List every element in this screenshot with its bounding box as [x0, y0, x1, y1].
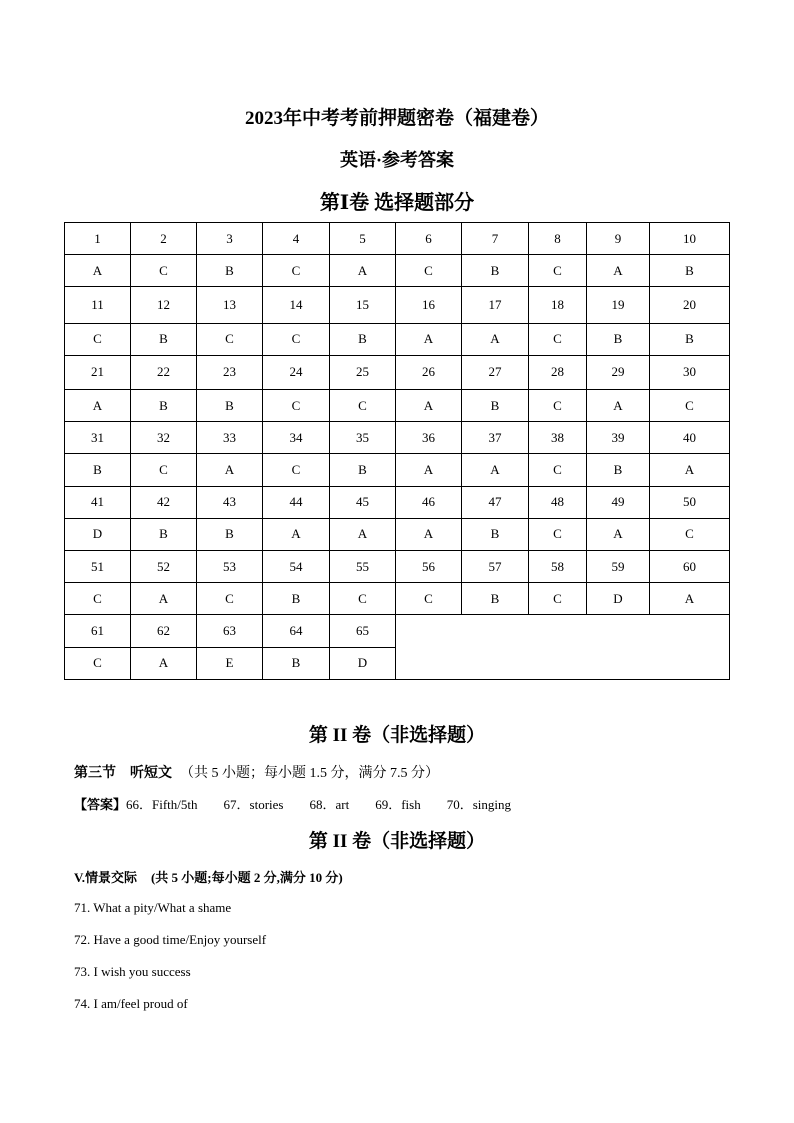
question-number-cell: 57: [462, 551, 529, 583]
page-title: 2023年中考考前押题密卷（福建卷）: [244, 108, 549, 129]
empty-cell: [396, 615, 730, 680]
answer-cell: B: [462, 255, 529, 287]
question-number-cell: 64: [263, 615, 330, 647]
question-number-cell: 22: [131, 355, 197, 389]
answer-cell: B: [330, 323, 396, 355]
answer-cell: A: [396, 454, 462, 486]
part2-heading: 第 II 卷（非选择题）: [308, 725, 486, 746]
question-number-cell: 55: [330, 551, 396, 583]
section5-header: [74, 867, 343, 886]
question-number-cell: 42: [131, 486, 197, 518]
answer-cell: A: [396, 518, 462, 550]
question-number-cell: 56: [396, 551, 462, 583]
question-number-cell: 63: [197, 615, 263, 647]
answer-cell: C: [65, 647, 131, 679]
question-number-cell: 44: [263, 486, 330, 518]
answer-cell: B: [197, 390, 263, 422]
question-number-cell: 11: [65, 287, 131, 323]
answer-cell: A: [65, 390, 131, 422]
question-number-cell: 23: [197, 355, 263, 389]
question-number-cell: 28: [529, 355, 587, 389]
answer-cell: C: [529, 255, 587, 287]
answer-cell: C: [396, 583, 462, 615]
answer-cell: A: [462, 454, 529, 486]
question-number-cell: 19: [587, 287, 650, 323]
answer-row: [65, 255, 730, 287]
question-number-cell: 5: [330, 223, 396, 255]
answer-cell: B: [131, 390, 197, 422]
question-number-row: [65, 287, 730, 323]
answer-cell: B: [650, 255, 730, 287]
answer-cell: A: [131, 583, 197, 615]
question-number-cell: 21: [65, 355, 131, 389]
answer-cell: A: [650, 583, 730, 615]
question-number-cell: 9: [587, 223, 650, 255]
part1-heading: 第Ⅰ卷 选择题部分: [319, 192, 475, 214]
question-number-cell: 29: [587, 355, 650, 389]
question-number-cell: 31: [65, 422, 131, 454]
section5-note: (共 5 小题;每小题 2 分,满分 10 分): [150, 870, 343, 885]
answer-cell: C: [263, 454, 330, 486]
answer-cell: C: [65, 323, 131, 355]
question-number-cell: 26: [396, 355, 462, 389]
answer-cell: B: [131, 518, 197, 550]
question-number-cell: 16: [396, 287, 462, 323]
question-number-cell: 35: [330, 422, 396, 454]
answer-cell: A: [330, 255, 396, 287]
answer-row: [65, 390, 730, 422]
question-number-cell: 4: [263, 223, 330, 255]
question-number-cell: 7: [462, 223, 529, 255]
question-number-cell: 43: [197, 486, 263, 518]
question-number-cell: 6: [396, 223, 462, 255]
answer-67: 67．stories: [223, 797, 284, 812]
answer-cell: C: [197, 583, 263, 615]
question-number-cell: 24: [263, 355, 330, 389]
question-number-cell: 12: [131, 287, 197, 323]
answer-cell: B: [462, 390, 529, 422]
answer-cell: C: [529, 323, 587, 355]
question-number-cell: 52: [131, 551, 197, 583]
answer-cell: C: [650, 390, 730, 422]
answer-cell: B: [587, 454, 650, 486]
answer-row: [65, 518, 730, 550]
question-number-cell: 34: [263, 422, 330, 454]
answer-cell: D: [587, 583, 650, 615]
question-number-row: [65, 223, 730, 255]
answer-row: [65, 583, 730, 615]
question-number-cell: 10: [650, 223, 730, 255]
question-number-cell: 61: [65, 615, 131, 647]
question-number-cell: 53: [197, 551, 263, 583]
answer-71: 71. What a pity/What a shame: [74, 900, 232, 915]
question-number-cell: 62: [131, 615, 197, 647]
answer-74: 74. I am/feel proud of: [74, 996, 188, 1011]
answer-cell: C: [131, 255, 197, 287]
answer-cell: C: [330, 390, 396, 422]
answers-label: 【答案】: [74, 797, 127, 812]
answer-cell: A: [131, 647, 197, 679]
answer-cell: C: [263, 255, 330, 287]
question-number-cell: 36: [396, 422, 462, 454]
question-number-row: [65, 355, 730, 389]
listening-answers: [74, 794, 537, 813]
question-number-cell: 54: [263, 551, 330, 583]
answer-cell: B: [263, 583, 330, 615]
answer-cell: A: [650, 454, 730, 486]
question-number-cell: 39: [587, 422, 650, 454]
answer-row: [65, 454, 730, 486]
question-number-cell: 17: [462, 287, 529, 323]
question-number-cell: 48: [529, 486, 587, 518]
question-number-cell: 27: [462, 355, 529, 389]
section5-label: V.情景交际: [74, 870, 137, 885]
question-number-cell: 47: [462, 486, 529, 518]
answer-cell: C: [529, 583, 587, 615]
question-number-cell: 65: [330, 615, 396, 647]
part2b-heading: 第 II 卷（非选择题）: [308, 831, 486, 852]
question-number-cell: 3: [197, 223, 263, 255]
answer-table: [64, 222, 730, 680]
question-number-row: [65, 422, 730, 454]
answer-cell: A: [396, 390, 462, 422]
answer-cell: B: [197, 518, 263, 550]
answer-cell: C: [396, 255, 462, 287]
answer-cell: C: [131, 454, 197, 486]
answer-cell: B: [462, 583, 529, 615]
answer-cell: A: [462, 323, 529, 355]
section3-note: （共 5 小题；每小题 1.5 分，满分 7.5 分）: [180, 766, 439, 781]
answer-cell: C: [529, 518, 587, 550]
answer-70: 70．singing: [446, 797, 512, 812]
page-subtitle: 英语·参考答案: [339, 150, 454, 170]
answer-72: 72. Have a good time/Enjoy yourself: [74, 932, 267, 947]
answer-cell: B: [650, 323, 730, 355]
answer-cell: C: [263, 323, 330, 355]
answer-cell: C: [529, 454, 587, 486]
answer-cell: C: [330, 583, 396, 615]
question-number-cell: 1: [65, 223, 131, 255]
question-number-cell: 41: [65, 486, 131, 518]
answer-cell: C: [65, 583, 131, 615]
question-number-row: [65, 486, 730, 518]
answer-cell: C: [529, 390, 587, 422]
question-number-cell: 37: [462, 422, 529, 454]
question-number-cell: 60: [650, 551, 730, 583]
question-number-cell: 8: [529, 223, 587, 255]
answer-cell: B: [330, 454, 396, 486]
question-number-cell: 30: [650, 355, 730, 389]
answer-69: 69．fish: [375, 797, 421, 812]
question-number-cell: 33: [197, 422, 263, 454]
answer-cell: A: [263, 518, 330, 550]
question-number-cell: 13: [197, 287, 263, 323]
answer-cell: D: [330, 647, 396, 679]
answer-cell: B: [263, 647, 330, 679]
answer-cell: B: [462, 518, 529, 550]
answer-68: 68．art: [309, 797, 350, 812]
question-number-cell: 46: [396, 486, 462, 518]
section3-header: [74, 762, 439, 782]
question-number-cell: 45: [330, 486, 396, 518]
answer-cell: C: [197, 323, 263, 355]
question-number-cell: 2: [131, 223, 197, 255]
answer-cell: A: [197, 454, 263, 486]
question-number-row: [65, 615, 730, 647]
answer-73: 73. I wish you success: [74, 964, 191, 979]
question-number-row: [65, 551, 730, 583]
answer-cell: A: [330, 518, 396, 550]
answer-row: [65, 323, 730, 355]
question-number-cell: 50: [650, 486, 730, 518]
answer-cell: A: [587, 390, 650, 422]
answer-cell: B: [65, 454, 131, 486]
section3-label: 第三节: [74, 766, 116, 781]
question-number-cell: 49: [587, 486, 650, 518]
question-number-cell: 15: [330, 287, 396, 323]
question-number-cell: 38: [529, 422, 587, 454]
question-number-cell: 59: [587, 551, 650, 583]
question-number-cell: 18: [529, 287, 587, 323]
answer-cell: C: [263, 390, 330, 422]
answer-66: 66．Fifth/5th: [126, 797, 198, 812]
answer-cell: E: [197, 647, 263, 679]
question-number-cell: 58: [529, 551, 587, 583]
question-number-cell: 51: [65, 551, 131, 583]
answer-cell: A: [396, 323, 462, 355]
answer-cell: A: [65, 255, 131, 287]
answer-cell: B: [587, 323, 650, 355]
answer-cell: B: [131, 323, 197, 355]
question-number-cell: 14: [263, 287, 330, 323]
question-number-cell: 25: [330, 355, 396, 389]
answer-cell: A: [587, 518, 650, 550]
answer-cell: B: [197, 255, 263, 287]
question-number-cell: 20: [650, 287, 730, 323]
answer-cell: A: [587, 255, 650, 287]
question-number-cell: 32: [131, 422, 197, 454]
question-number-cell: 40: [650, 422, 730, 454]
section3-name: 听短文: [130, 766, 172, 781]
answer-cell: D: [65, 518, 131, 550]
answer-cell: C: [650, 518, 730, 550]
